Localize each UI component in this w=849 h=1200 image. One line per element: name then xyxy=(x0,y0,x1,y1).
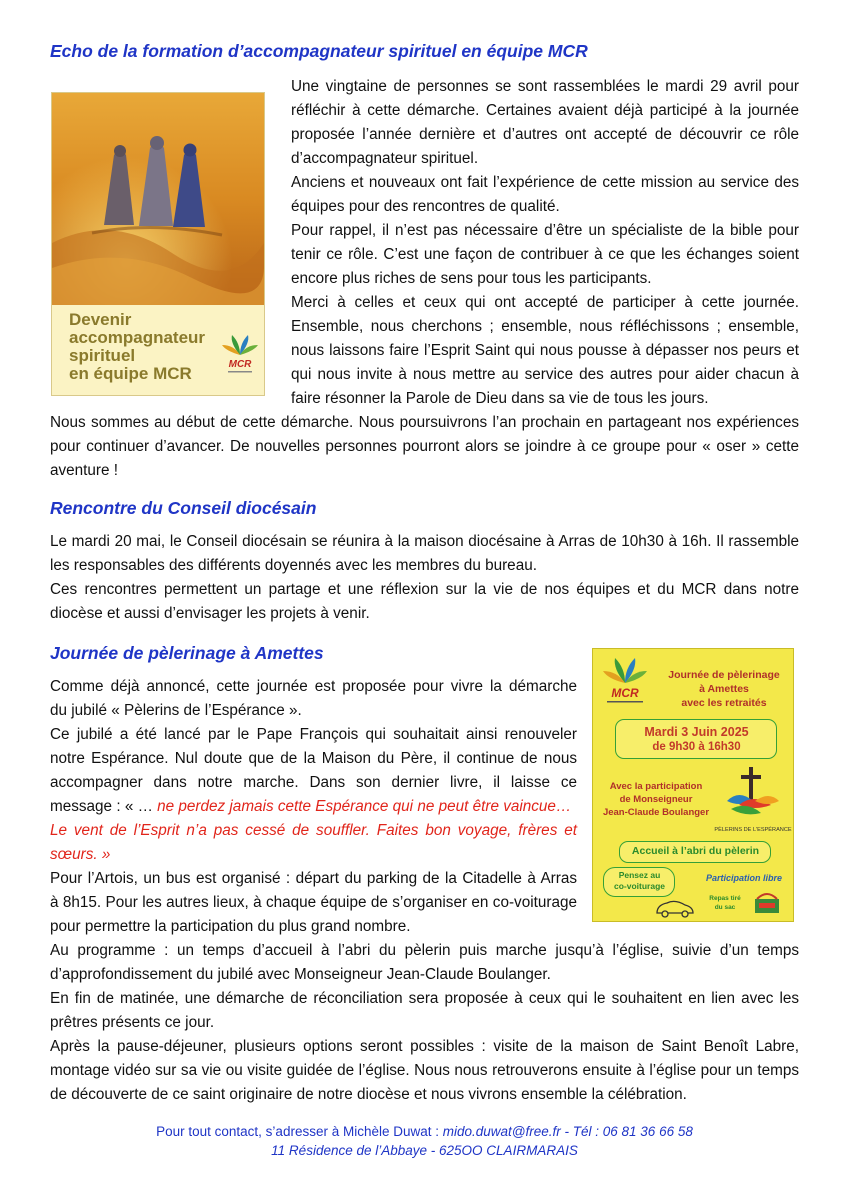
poster-lunch: du sac xyxy=(714,904,736,911)
formation-poster xyxy=(52,93,264,395)
mcr-logo-icon xyxy=(220,333,260,377)
paragraph-line: Une vingtaine de personnes se sont rassemblées le mardi 29 avril pour xyxy=(291,78,799,95)
poster-carpool: co-voiturage xyxy=(613,881,665,891)
poster-heading: à Amettes xyxy=(699,683,749,695)
jubilee-logo-icon xyxy=(714,761,792,839)
poster-free: Participation libre xyxy=(705,873,783,883)
mcr-logo-icon xyxy=(601,655,649,707)
contact-email-phone: mido.duwat@free.fr - Tél : 06 81 36 66 58 xyxy=(442,1124,693,1139)
paragraph-line: Pour rappel, il n’est pas nécessaire d’être un spécialiste de la bible pour xyxy=(291,222,799,239)
paragraph-line: à 8h15. Pour les autres lieux, à chaque équipe de s’organiser en co-voiturage xyxy=(50,894,577,911)
poster-heading: avec les retraités xyxy=(681,697,767,709)
paragraph-line: En fin de matinée, une démarche de réconciliation sera proposée à ceux qui le souhaitent en lien avec les xyxy=(50,990,799,1007)
paragraph-line: prêtres présents ce jour. xyxy=(50,1014,215,1031)
paragraph-line: montage vidéo sur sa vie ou visite guidée de l’église. Nous nous retrouverons ensuite à l’église pour un temps xyxy=(50,1062,799,1079)
car-icon xyxy=(653,897,697,919)
section-title-conseil: Rencontre du Conseil diocésain xyxy=(50,498,317,518)
paragraph-line: Ensemble, nous cherchons ; ensemble, nous réfléchissons ; ensemble, xyxy=(291,318,799,335)
paragraph-line: Après la pause-déjeuner, plusieurs options seront possibles : visite de la maison de Saint Benoît Labre, xyxy=(50,1038,799,1055)
paragraph-line: proposée l’année dernière et d’autres ont accepté de découvrir ce rôle xyxy=(291,126,799,143)
caption-line: en équipe MCR xyxy=(69,364,192,383)
paragraph-line: Comme déjà annoncé, cette journée est proposée pour vivre la démarche xyxy=(50,678,577,695)
pilgrimage-poster xyxy=(593,649,793,921)
paragraph-line: Nous sommes au début de cette démarche. Nous poursuivrons l’an prochain en partageant nos expériences xyxy=(50,414,799,431)
section-title-formation: Echo de la formation d’accompagnateur spirituel en équipe MCR xyxy=(50,41,588,61)
poster-participation: de Monseigneur xyxy=(619,794,693,805)
paragraph-line: d’accompagnateur spirituel. xyxy=(291,150,479,167)
paragraph-line: Au programme : un temps d’accueil à l’abri du pèlerin puis marche jusqu’à l’église, suivie d’un temps xyxy=(50,942,799,959)
paragraph-line: du jubilé « Pèlerins de l’Espérance ». xyxy=(50,702,302,719)
contact-address: 11 Résidence de l’Abbaye - 625OO CLAIRMARAIS xyxy=(271,1143,578,1158)
paragraph-line: qui nous invite à nous mettre au service des autres pour aider chacun à xyxy=(291,366,799,383)
contact-prefix: Pour tout contact, s’adresser à Michèle Duwat : xyxy=(156,1124,443,1139)
paragraph-line: Le mardi 20 mai, le Conseil diocésain se réunira à la maison diocésaine à Arras de 10h30 à 16h. Il rassemble xyxy=(50,533,799,550)
quote-line: Le vent de l’Esprit n’a pas cessé de souffler. Faites bon voyage, frères et xyxy=(50,822,577,839)
paragraph-line: Ce jubilé a été lancé par le Pape François qui souhaitait ainsi renouveler xyxy=(50,726,577,743)
poster-date: Mardi 3 Juin 2025 xyxy=(644,725,749,739)
poster-time: de 9h30 à 16h30 xyxy=(652,741,741,753)
section-title-pelerinage: Journée de pèlerinage à Amettes xyxy=(50,643,324,663)
quote-lead: message : « … xyxy=(50,798,153,815)
poster-carpool: Pensez au xyxy=(618,870,661,880)
painting-illustration xyxy=(52,93,264,305)
paragraph-line: équipes pour des rencontres de qualité. xyxy=(291,198,560,215)
contact-line xyxy=(0,1124,849,1139)
caption-line: Devenir xyxy=(69,310,132,329)
poster-lunch: Repas tiré xyxy=(709,895,741,902)
quote-line: sœurs. » xyxy=(50,846,111,863)
paragraph-line: Merci à celles et ceux qui ont accepté de participer à cette journée. xyxy=(291,294,799,311)
paragraph-line: pour continuer d’avancer. De nouvelles personnes pourront alors se joindre à ce groupe pour « oser » cette xyxy=(50,438,799,455)
caption-line: accompagnateur xyxy=(69,328,206,347)
mcr-logo-text: MCR xyxy=(228,359,252,370)
caption-line: spirituel xyxy=(69,346,136,365)
jubilee-label: PÈLERINS DE L'ESPÉRANCE xyxy=(714,827,792,833)
paragraph-line: d’approfondissement du jubilé avec Monseigneur Jean-Claude Boulanger. xyxy=(50,966,551,983)
poster-heading: Journée de pèlerinage xyxy=(668,669,780,681)
paragraph-line: Ces rencontres permettent un partage et une réflexion sur la vie de nos équipes et du MCR dans notre xyxy=(50,581,799,598)
paragraph-line: tenir ce rôle. C’est une façon de contribuer à ce que les échanges soient xyxy=(291,246,799,263)
paragraph-line: de découverte de ce saint originaire de notre diocèse et nous vivrons ensemble la célébration. xyxy=(50,1086,687,1103)
poster-participation: Jean-Claude Boulanger xyxy=(602,807,710,818)
paragraph-line: notre Espérance. Nul doute que de la Maison du Père, il continue de nous xyxy=(50,750,577,767)
paragraph-line: accompagner dans notre marche. Dans son dernier livre, il laisse ce xyxy=(50,774,577,791)
quote-text: ne perdez jamais cette Espérance qui ne peut être vaincue… xyxy=(157,798,572,815)
paragraph-line: encore plus riches de sens pour tous les participants. xyxy=(291,270,652,287)
paragraph-line: Anciens et nouveaux ont fait l’expérience de cette mission au service des xyxy=(291,174,799,191)
paragraph-line: pour permettre la participation du plus grand nombre. xyxy=(50,918,411,935)
quote-line xyxy=(50,795,571,819)
mcr-logo-text: MCR xyxy=(611,686,639,700)
paragraph-line: réfléchir à cette démarche. Certaines avaient déjà participé à la journée xyxy=(291,102,799,119)
paragraph-line: aventure ! xyxy=(50,462,119,479)
paragraph-line: diocèse et aussi d’envisager les projets à venir. xyxy=(50,605,370,622)
paragraph-line: nous laissons faire l’Esprit Saint qui nous pousse à dépasser nos peurs et xyxy=(291,342,799,359)
picnic-basket-icon xyxy=(751,891,785,915)
paragraph-line: Pour l’Artois, un bus est organisé : départ du parking de la Citadelle à Arras xyxy=(50,870,577,887)
poster-welcome: Accueil à l’abri du pèlerin xyxy=(631,845,760,857)
paragraph-line: les responsables des différents doyennés avec les membres du bureau. xyxy=(50,557,537,574)
poster-caption xyxy=(52,305,264,395)
poster-participation: Avec la participation xyxy=(609,781,703,792)
paragraph-line: faire résonner la Parole de Dieu dans sa vie de tous les jours. xyxy=(291,390,709,407)
